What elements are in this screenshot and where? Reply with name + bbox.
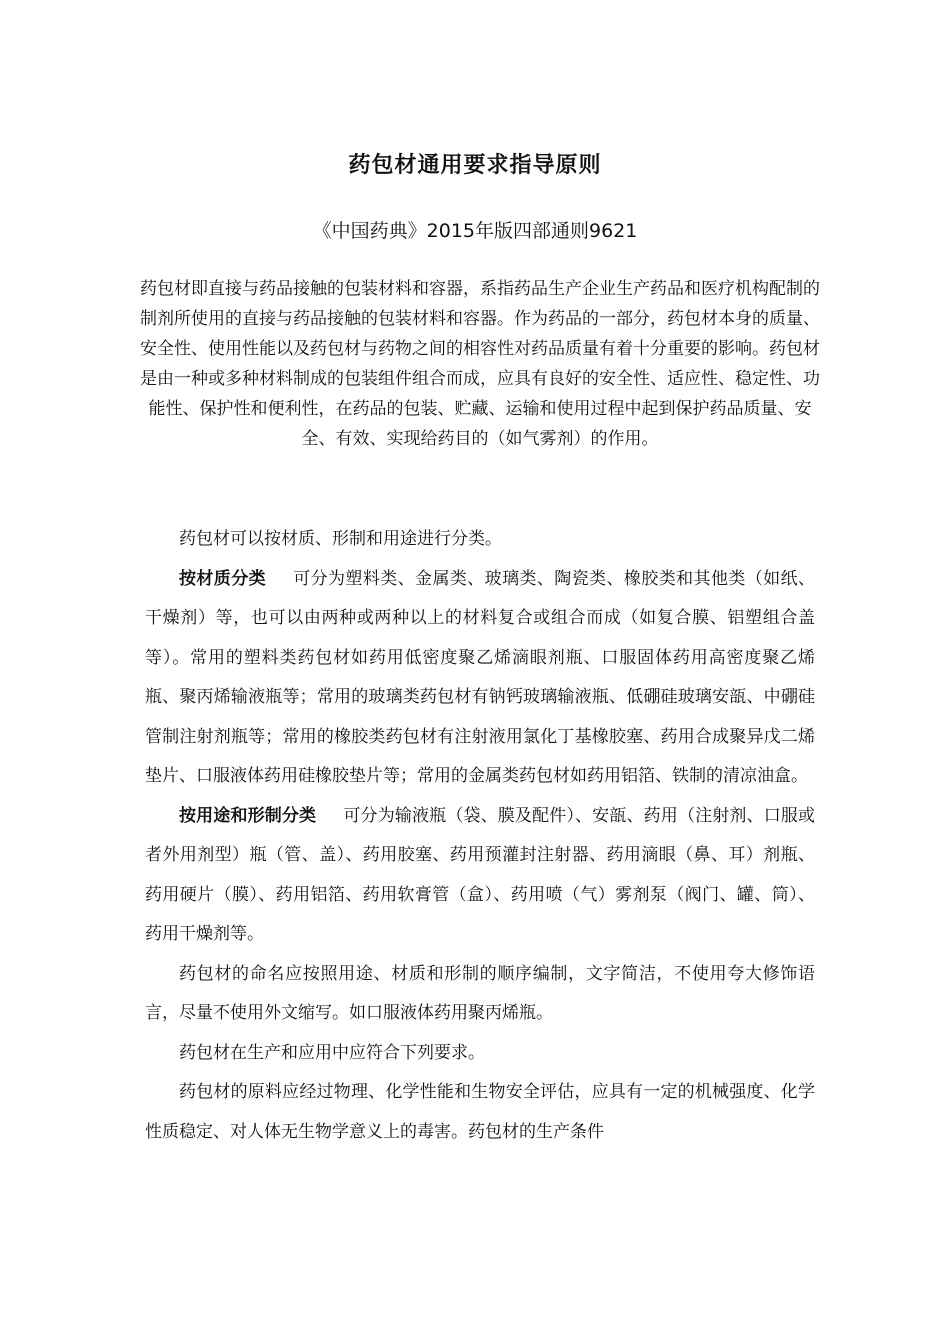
document-title: 药包材通用要求指导原则	[348, 153, 602, 178]
paragraph-naming: 药包材的命名应按照用途、材质和形制的顺序编制，文字简洁，不使用夸大修饰语言，尽量不使用外文缩写。如口服液体药用聚丙烯瓶。	[145, 963, 815, 1023]
text-by-material: 可分为塑料类、金属类、玻璃类、陶瓷类、橡胶类和其他类（如纸、干燥剂）等，也可以由两种或两种以上的材料复合或组合而成（如复合膜、铝塑组合盖等）。常用的塑料类药包材如药用低密度聚乙烯滴眼剂瓶、口服固体药用高密度聚乙烯瓶、聚丙烯输液瓶等；常用的玻璃类药包材有钠钙玻璃输液瓶、低硼硅玻璃安瓿、中硼硅管制注射剂瓶等；常用的橡胶类药包材有注射液用氯化丁基橡胶塞、药用合成聚异戊二烯垫片、口服液体药用硅橡胶垫片等；常用的金属类药包材如药用铝箔、铁制的清凉油盒。	[145, 568, 815, 786]
paragraph-by-material	[145, 560, 815, 797]
term-by-material: 按材质分类	[179, 568, 267, 589]
paragraph-classification-intro: 药包材可以按材质、形制和用途进行分类。	[179, 529, 502, 549]
text-by-use-and-form: 可分为输液瓶（袋、膜及配件）、安瓿、药用（注射剂、口服或者外用剂型）瓶（管、盖）、药用胶塞、药用预灌封注射器、药用滴眼（鼻、耳）剂瓶、药用硬片（膜）、药用铝箔、药用软膏管（盒）、药用喷（气）雾剂泵（阀门、罐、筒）、药用干燥剂等。	[145, 805, 816, 944]
paragraph-by-use-and-form	[145, 797, 815, 955]
document-body	[145, 520, 815, 1152]
abstract-paragraph: 药包材即直接与药品接触的包装材料和容器，系指药品生产企业生产药品和医疗机构配制的制剂所使用的直接与药品接触的包装材料和容器。作为药品的一部分，药包材本身的质量、安全性、使用性能以及药包材与药物之间的相容性对药品质量有着十分重要的影响。药包材是由一种或多种材料制成的包装组件组合而成，应具有良好的安全性、适应性、稳定性、功能性、保护性和便利性，在药品的包装、贮藏、运输和使用过程中起到保护药品质量、安全、有效、实现给药目的（如气雾剂）的作用。	[140, 279, 820, 449]
paragraph-raw-materials: 药包材的原料应经过物理、化学性能和生物安全评估，应具有一定的机械强度、化学性质稳定、对人体无生物学意义上的毒害。药包材的生产条件	[145, 1082, 815, 1142]
paragraph-requirements-intro: 药包材在生产和应用中应符合下列要求。	[179, 1042, 485, 1063]
document-subtitle: 《中国药典》2015年版四部通则9621	[312, 220, 638, 242]
term-by-use-and-form: 按用途和形制分类	[179, 805, 317, 826]
